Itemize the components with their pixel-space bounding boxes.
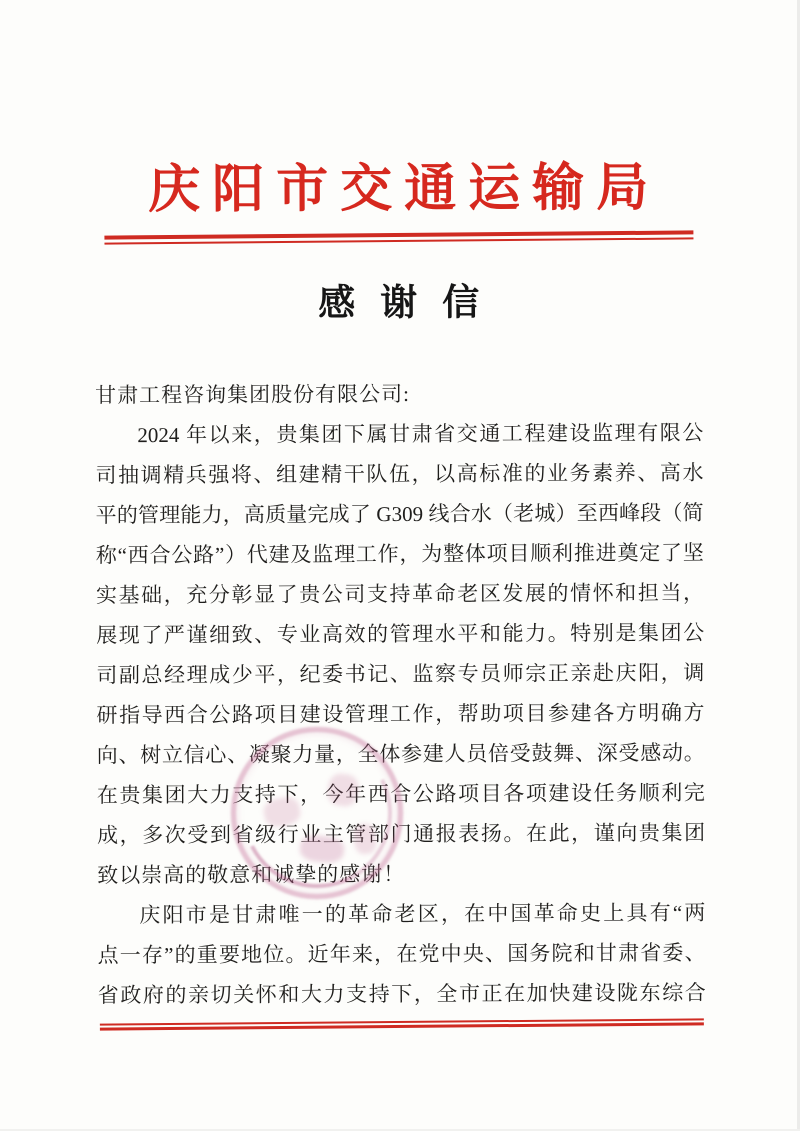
body-line: 点一存”的重要地位。近年来，在党中央、国务院和甘肃省委、 [97, 940, 706, 967]
agency-name: 庆阳市交通运输局 [148, 159, 661, 220]
body-line: 司副总经理成少平，纪委书记、监察专员师宗正亲赴庆阳，调 [96, 660, 705, 687]
body-line: 研指导西合公路项目建设管理工作，帮助项目参建各方明确方 [96, 700, 705, 727]
body-line: 2024 年以来，贵集团下属甘肃省交通工程建设监理有限公 [137, 420, 704, 447]
body-line: 致以崇高的敬意和诚挚的感谢！ [97, 861, 406, 887]
body-line: 称“西合公路”）代建及监理工作，为整体项目顺利推进奠定了坚 [95, 540, 704, 567]
body-line: 展现了严谨细致、专业高效的管理水平和能力。特别是集团公 [96, 620, 705, 647]
letter-title: 感谢信 [318, 282, 505, 324]
body-line: 庆阳市是甘肃唯一的革命老区，在中国革命史上具有“两 [139, 900, 706, 927]
body-line: 平的管理能力，高质量完成了 G309 线合水（老城）至西峰段（简 [95, 500, 704, 527]
footer-double-rule [100, 1018, 704, 1030]
salutation-line: 甘肃工程咨询集团股份有限公司: [95, 381, 411, 407]
body-line: 在贵集团大力支持下，今年西合公路项目各项建设任务顺利完 [96, 780, 705, 807]
body-line: 实基础，充分彰显了贵公司支持革命老区发展的情怀和担当， [95, 580, 705, 607]
letter-body [95, 372, 706, 1015]
body-line: 司抽调精兵强将、组建精干队伍，以高标准的业务素养、高水 [95, 460, 704, 487]
letterhead-double-rule [104, 230, 693, 244]
body-line: 成，多次受到省级行业主管部门通报表扬。在此，谨向贵集团 [96, 820, 706, 847]
body-line: 向、树立信心、凝聚力量，全体参建人员倍受鼓舞、深受感动。 [96, 740, 705, 767]
letter-content [0, 161, 800, 1029]
body-line: 省政府的亲切关怀和大力支持下，全市正在加快建设陇东综合 [97, 980, 706, 1007]
